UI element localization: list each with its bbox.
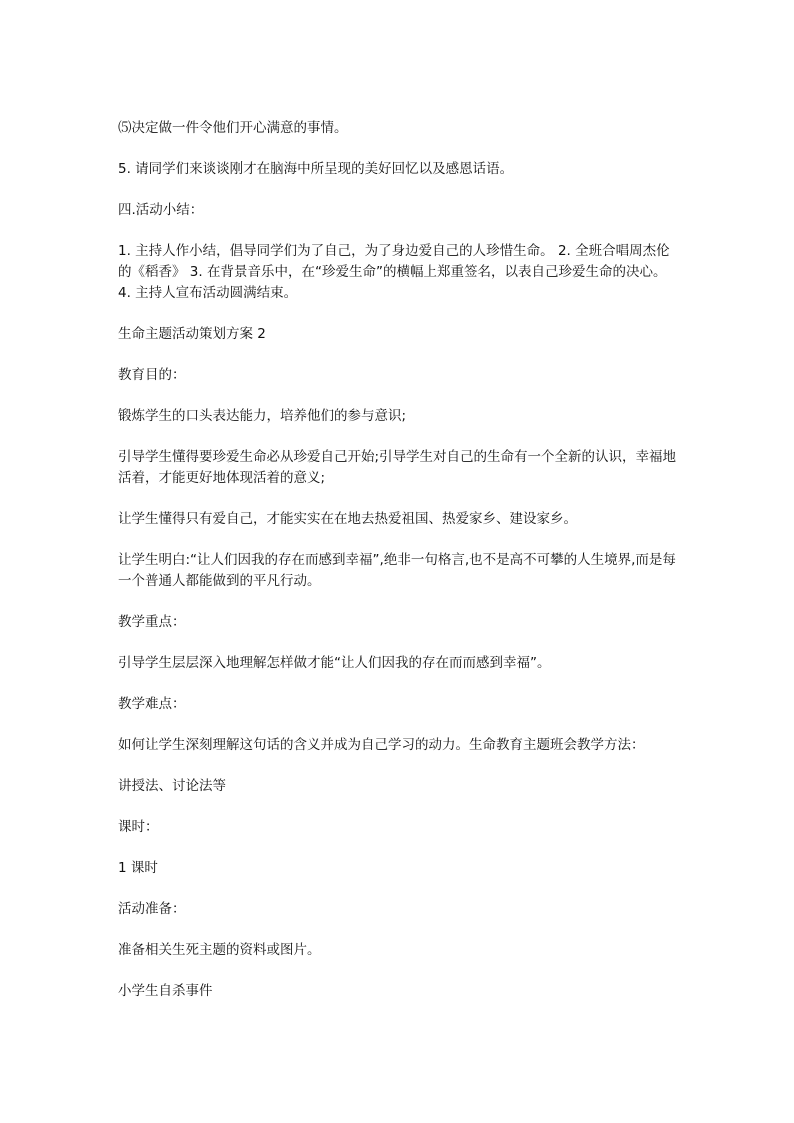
- heading-class-hours: 课时：: [118, 819, 159, 835]
- paragraph-step-5-item: ⑸决定做一件令他们开心满意的事情。: [118, 120, 348, 136]
- paragraph-activity-prep: 准备相关生死主题的资料或图片。: [118, 942, 321, 958]
- paragraph-goal-4: 让学生明白:“让人们因我的存在而感到幸福”,绝非一句格言,也不是高不可攀的人生境界,而是每一个普通人都能做到的平凡行动。: [118, 552, 676, 589]
- paragraph-teaching-difficulty: 如何让学生深刻理解这句话的含义并成为自己学习的动力。生命教育主题班会教学方法：: [118, 737, 645, 753]
- paragraph-class-hours: 1 课时: [118, 860, 158, 876]
- paragraph-step-5: 5. 请同学们来谈谈刚才在脑海中所呈现的美好回忆以及感恩话语。: [118, 161, 514, 177]
- document-body: [118, 118, 678, 1022]
- heading-activity-prep: 活动准备：: [118, 901, 186, 917]
- paragraph-teaching-methods: 讲授法、讨论法等: [118, 778, 226, 794]
- paragraph-goal-2: 引导学生懂得要珍爱生命必从珍爱自己开始;引导学生对自己的生命有一个全新的认识，幸福地活着，才能更好地体现活着的意义;: [118, 449, 677, 486]
- heading-teaching-focus: 教学重点：: [118, 614, 186, 630]
- section-heading-summary: 四.活动小结：: [118, 202, 204, 218]
- paragraph-teaching-focus: 引导学生层层深入地理解怎样做才能“让人们因我的存在而而感到幸福”。: [118, 655, 551, 671]
- plan-title-2: 生命主题活动策划方案 2: [118, 326, 266, 342]
- heading-teaching-difficulty: 教学难点：: [118, 696, 186, 712]
- paragraph-student-incident: 小学生自杀事件: [118, 983, 213, 999]
- paragraph-summary-steps: 1. 主持人作小结，倡导同学们为了自己，为了身边爱自己的人珍惜生命。 2. 全班合唱周杰伦的《稻香》 3. 在背景音乐中，在“珍爱生命”的横幅上郑重签名，以表自己珍爱生命的决心。 4. 主持人宣布活动圆满结束。: [118, 243, 670, 301]
- paragraph-goal-1: 锻炼学生的口头表达能力，培养他们的参与意识;: [118, 408, 407, 424]
- paragraph-goal-3: 让学生懂得只有爱自己，才能实实在在地去热爱祖国、热爱家乡、建设家乡。: [118, 511, 577, 527]
- heading-education-goal: 教育目的：: [118, 367, 186, 383]
